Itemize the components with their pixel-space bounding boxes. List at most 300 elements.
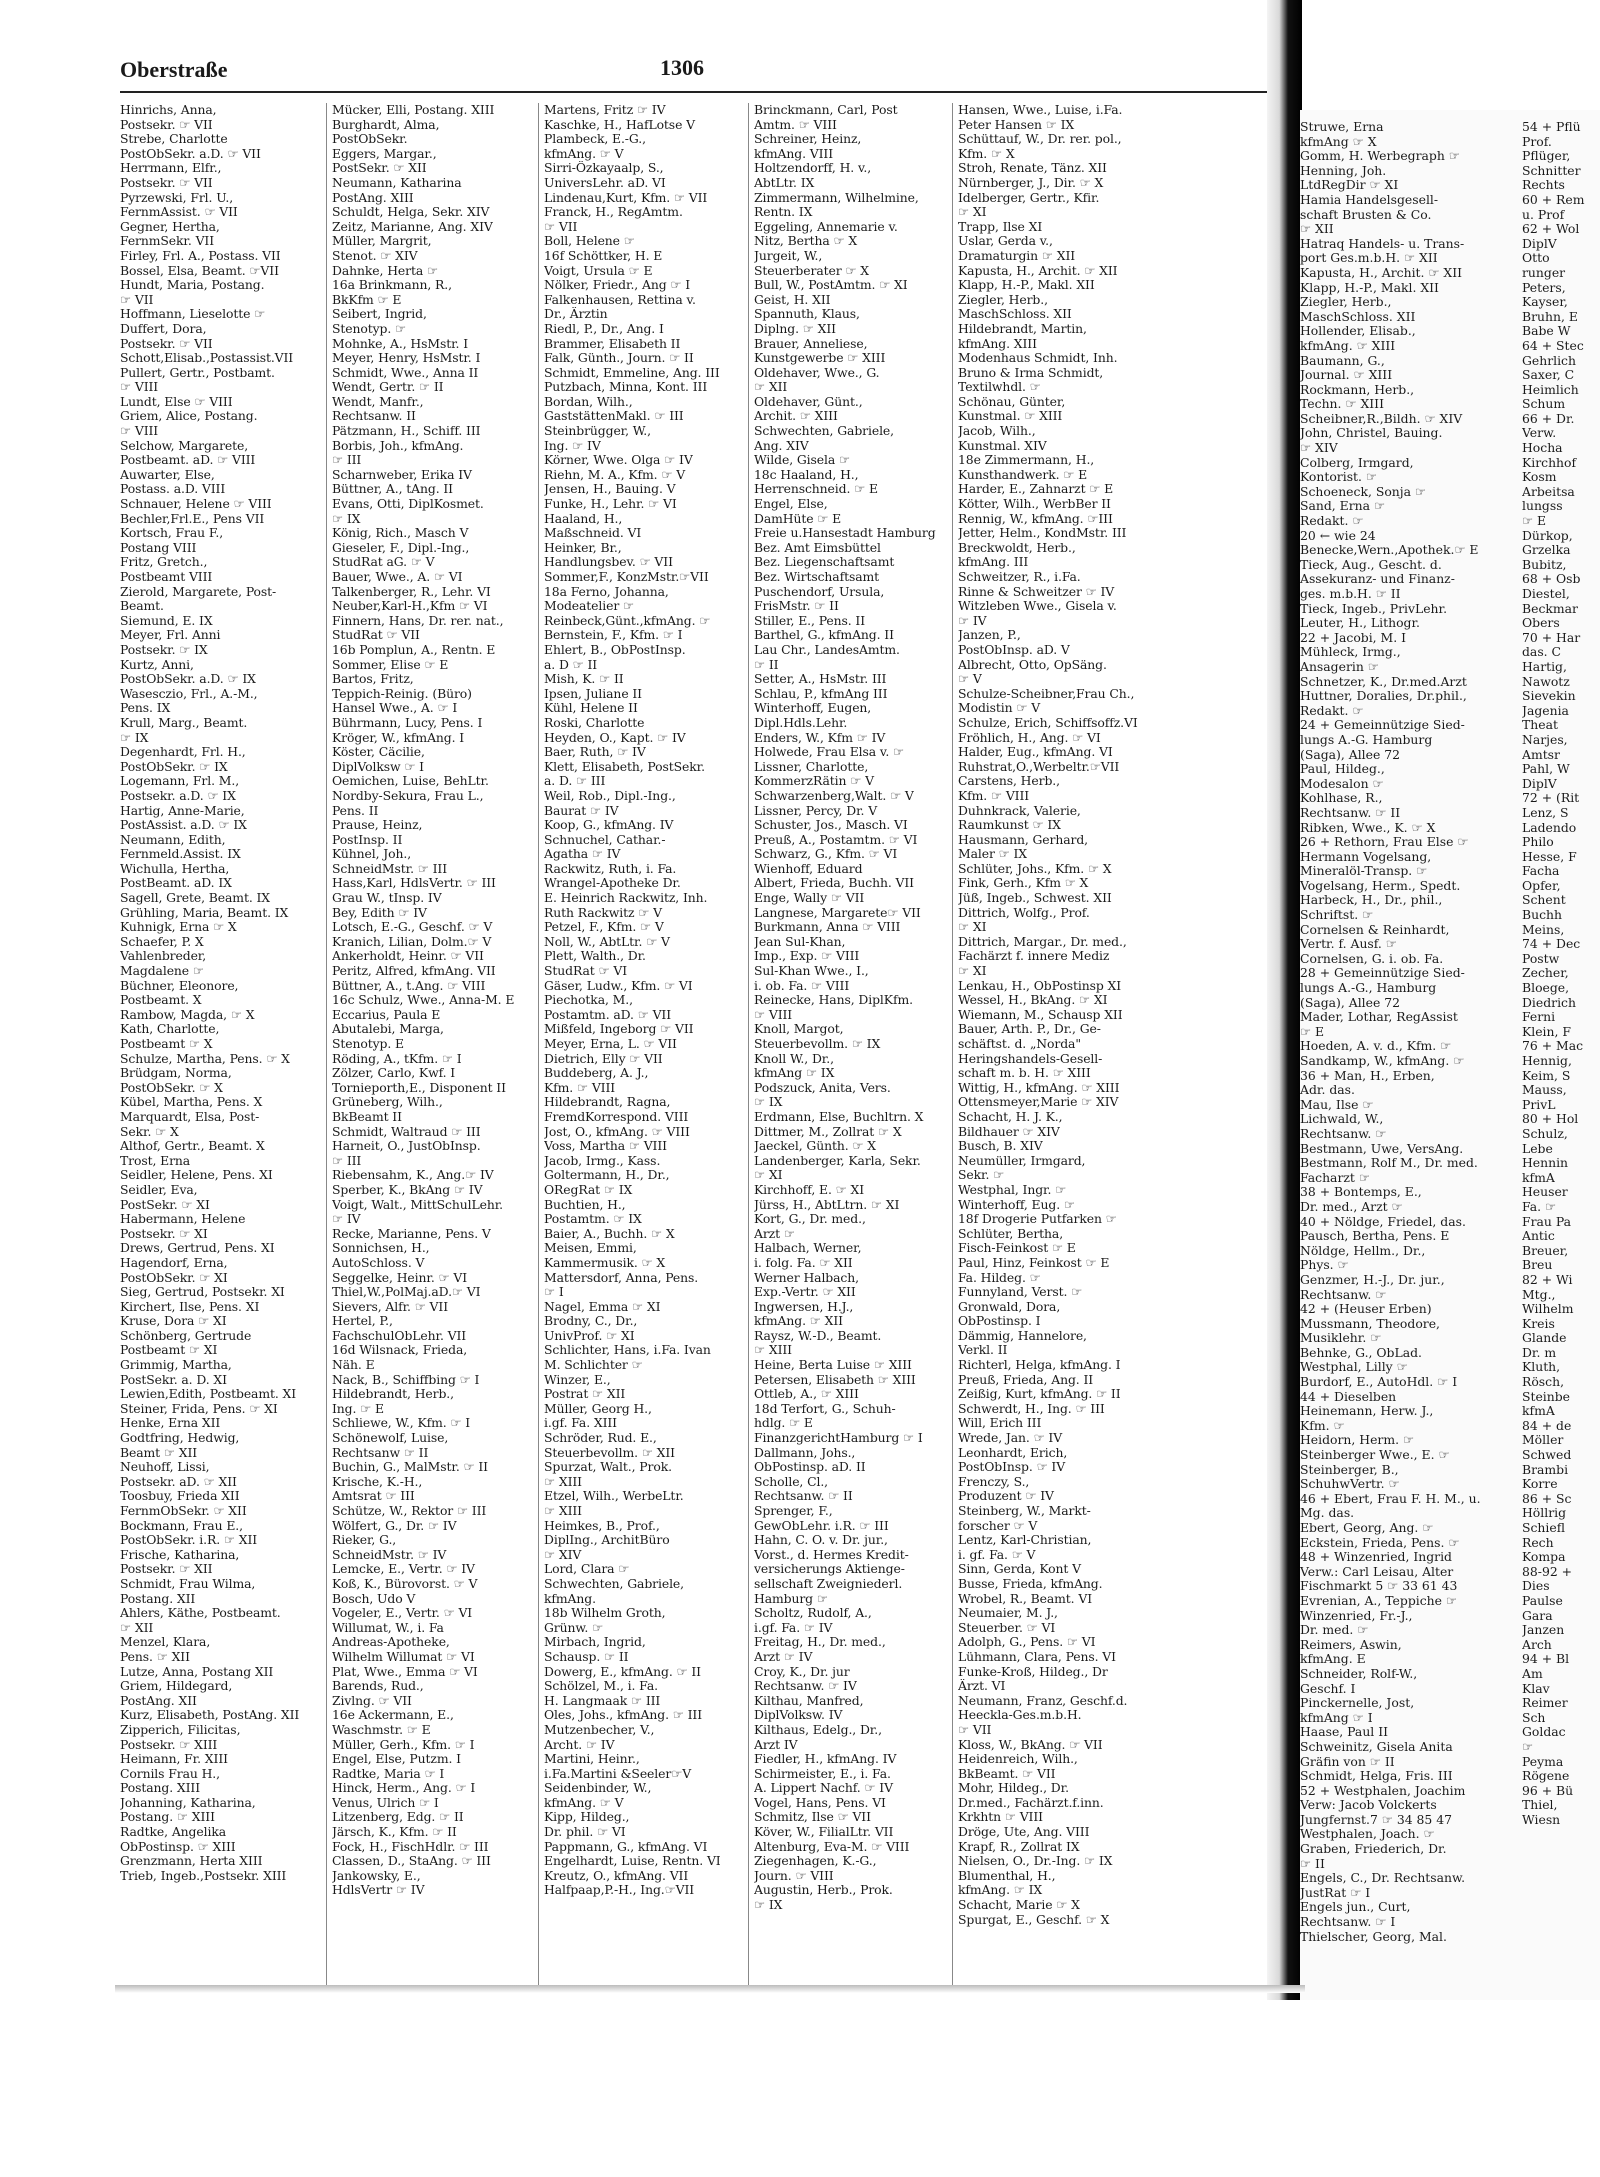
directory-entry-line: Neuber,Karl-H.,Kfm ☞ VI <box>332 599 488 614</box>
directory-entry-line: Krull, Marg., Beamt. <box>120 715 248 730</box>
directory-entry-line: Dr. phil. ☞ VI <box>544 1825 626 1840</box>
directory-entry-line: ☞ III <box>332 453 362 468</box>
directory-entry-line: Kunsthandwerk. ☞ E <box>958 467 1088 482</box>
directory-entry-line: Postsekr. ☞ IX <box>120 642 208 657</box>
directory-entry-line: Wilhelm <box>1522 1302 1574 1317</box>
directory-entry-line: Ing. ☞ E <box>332 1401 384 1416</box>
directory-entry-line: Barthel, G., kfmAng. II <box>754 628 894 643</box>
directory-entry-line: Postamtm. aD. ☞ VII <box>544 1007 672 1022</box>
directory-entry-line: Postang. XIII <box>120 1781 201 1796</box>
directory-entry-line: Richterl, Helga, kfmAng. I <box>958 1358 1121 1373</box>
directory-entry-line: Bossel, Elsa, Beamt. ☞VII <box>120 263 279 278</box>
directory-entry-line: Gomm, H. Werbegraph ☞ <box>1300 149 1460 164</box>
directory-entry-line: Schütze, W., Rektor ☞ III <box>332 1504 487 1518</box>
directory-entry-line: Rechtsanw ☞ II <box>332 1445 429 1460</box>
directory-entry-line: Körner, Wwe. Olga ☞ IV <box>544 453 693 468</box>
directory-entry-line: Plett, Walth., Dr. <box>544 949 646 964</box>
directory-entry-line: Kunstgewerbe ☞ XIII <box>754 351 886 366</box>
directory-entry-line: Saxer, C <box>1522 368 1575 383</box>
directory-entry-line: ☞ E <box>1300 1024 1325 1039</box>
directory-entry-line: Modistin ☞ V <box>958 701 1041 716</box>
directory-entry-line: Ankerholdt, Heinr. ☞ VII <box>332 949 484 964</box>
directory-entry-line: Modenhaus Schmidt, Inh. <box>958 351 1118 366</box>
directory-entry-line: Amtsr <box>1522 747 1560 762</box>
directory-entry-line: Buchtien, H., <box>544 1197 626 1212</box>
directory-entry-line: Müller, Gerh., Kfm. ☞ I <box>332 1737 475 1752</box>
directory-entry-line: Steinberger Wwe., E. ☞ <box>1300 1448 1450 1463</box>
directory-entry-line: Jürss, H., AbtLtrn. ☞ XI <box>754 1197 900 1212</box>
directory-entry-line: Bechler,Frl.E., Pens VII <box>120 511 265 526</box>
directory-entry-line: ☞ VIII <box>754 1007 793 1022</box>
directory-entry-line: Bockmann, Frau E., <box>120 1518 243 1533</box>
directory-entry-line: 96 + Bü <box>1522 1783 1574 1798</box>
directory-entry-line: 24 + Gemeinnützige Sied- <box>1300 718 1465 733</box>
directory-entry-line: Oldehaver, Wwe., G. <box>754 365 880 380</box>
directory-entry-line: Paul, Hildeg., <box>1300 762 1385 777</box>
directory-entry-line: Rentn. IX <box>754 205 813 220</box>
directory-entry-line: kfmAng. ☞ V <box>544 146 624 161</box>
directory-entry-line: Antic <box>1522 1229 1555 1244</box>
directory-entry-line: Litzenberg, Edg. ☞ II <box>332 1810 464 1825</box>
directory-entry-line: Kreis <box>1522 1316 1555 1331</box>
directory-entry-line: Burkmann, Anna ☞ VIII <box>754 920 901 935</box>
directory-entry-line: Lemcke, E., Vertr. ☞ IV <box>332 1562 475 1577</box>
directory-entry-line: FernmObSekr. ☞ XII <box>120 1504 247 1518</box>
column-5 <box>958 103 1163 1927</box>
directory-entry-line: ☞ XI <box>754 1168 783 1183</box>
directory-entry-line: 72 + (Rit <box>1522 791 1580 806</box>
directory-entry-line: Ahlers, Käthe, Postbeamt. <box>120 1606 281 1621</box>
directory-entry-line: Struwe, Erna <box>1300 120 1384 134</box>
directory-entry-line: H. Langmaak ☞ III <box>544 1693 661 1708</box>
directory-entry-line: Radtke, Maria ☞ I <box>332 1766 445 1781</box>
directory-entry-line: Funke, H., Lehr. ☞ VI <box>544 497 677 512</box>
directory-entry-line: Hollender, Elisab., <box>1300 324 1416 339</box>
directory-entry-line: Tornieporth,E., Disponent II <box>332 1080 506 1095</box>
directory-entry-line: Steuerbevollm. ☞ IX <box>754 1037 881 1051</box>
directory-entry-line: Puschendorf, Ursula, <box>754 584 885 599</box>
directory-entry-line: Postsekr. aD. ☞ XII <box>120 1474 237 1489</box>
directory-entry-line: Roski, Charlotte <box>544 715 645 730</box>
directory-entry-line: FinanzgerichtHamburg ☞ I <box>754 1431 923 1446</box>
directory-entry-line: Kruse, Dora ☞ XI <box>120 1314 227 1329</box>
directory-entry-line: Rechtsanw. II <box>332 409 416 424</box>
directory-entry-line: Hamia Handelsgesell- <box>1300 192 1439 207</box>
directory-entry-line: Werner Halbach, <box>754 1270 859 1285</box>
directory-entry-line: Sinn, Gerda, Kont V <box>958 1562 1081 1577</box>
directory-entry-line: Sch <box>1522 1710 1546 1725</box>
directory-entry-line: Postsekr. ☞ VII <box>120 117 213 132</box>
directory-entry-line: Funke-Kroß, Hildeg., Dr <box>958 1664 1108 1679</box>
directory-entry-line: Engel, Else, <box>754 497 828 512</box>
directory-entry-line: Kfm. ☞ VIII <box>958 788 1030 803</box>
directory-entry-line: Westphalen, Joach. ☞ <box>1300 1827 1435 1842</box>
directory-entry-line: Gara <box>1522 1608 1553 1623</box>
directory-entry-line: Brüdgam, Norma, <box>120 1066 232 1081</box>
directory-entry-line: Brinckmann, Carl, Post <box>754 103 898 117</box>
directory-entry-line: Postsekr. ☞ XII <box>120 1562 213 1577</box>
directory-entry-line: Eccarius, Paula E <box>332 1007 441 1022</box>
directory-entry-line: Griem, Alice, Postang. <box>120 409 258 424</box>
directory-entry-line: Seggelke, Heinr. ☞ VI <box>332 1270 468 1285</box>
directory-entry-line: Techn. ☞ XIII <box>1300 397 1384 412</box>
directory-entry-line: Piechotka, M., <box>544 993 633 1008</box>
directory-entry-line: Höllrig <box>1522 1506 1567 1521</box>
directory-entry-line: sellschaft Zweigniederl. <box>754 1576 903 1591</box>
directory-entry-line: Henke, Erna XII <box>120 1416 221 1431</box>
directory-entry-line: Hocha <box>1522 441 1563 456</box>
directory-entry-line: Jean Sul-Khan, <box>754 934 846 949</box>
directory-entry-line: Kaschke, H., HafLotse V <box>544 117 695 132</box>
directory-entry-line: Kranich, Lilian, Dolm.☞ V <box>332 934 492 949</box>
directory-entry-line: ☞ XIII <box>544 1504 582 1518</box>
directory-entry-line: Bauer, Wwe., A. ☞ VI <box>332 570 463 584</box>
directory-entry-line: Bordan, Wilh., <box>544 394 633 409</box>
directory-entry-line: Pappmann, G., kfmAng. VI <box>544 1839 708 1854</box>
directory-entry-line: Schulze, Martha, Pens. ☞ X <box>120 1051 290 1066</box>
directory-entry-line: Frenczy, S., <box>958 1474 1030 1489</box>
directory-entry-line: Ottleb, A., ☞ XIII <box>754 1387 859 1402</box>
directory-entry-line: ☞ I <box>544 1285 564 1300</box>
directory-entry-line: Dröge, Ute, Ang. VIII <box>958 1825 1090 1840</box>
directory-entry-line: BkKfm ☞ E <box>332 292 402 307</box>
facing-column-2 <box>1522 120 1600 1827</box>
directory-entry-line: Postbeamt ☞ X <box>120 1037 213 1051</box>
directory-entry-line: Schoeneck, Sonja ☞ <box>1300 484 1427 499</box>
directory-entry-line: ☞ IX <box>332 511 361 526</box>
directory-entry-line: Franck, H., RegAmtm. <box>544 205 683 220</box>
directory-entry-line: Mücker, Elli, Postang. XIII <box>332 103 495 117</box>
directory-entry-line: Jagenia <box>1522 703 1569 718</box>
directory-entry-line: 16b Pomplun, A., Rentn. E <box>332 642 496 657</box>
directory-entry-line: Dies <box>1522 1579 1550 1594</box>
directory-entry-line: Möller <box>1522 1433 1564 1448</box>
directory-entry-line: Schum <box>1522 397 1566 412</box>
directory-entry-line: Schacht, H. J. K., <box>958 1109 1063 1124</box>
directory-entry-line: Cornils Frau H., <box>120 1766 220 1781</box>
directory-entry-line: Dr. med. ☞ <box>1300 1623 1369 1638</box>
directory-entry-line: Schönewolf, Luise, <box>332 1431 449 1446</box>
directory-entry-line: Ziegler, Herb., <box>1300 295 1392 310</box>
directory-entry-line: Dr., Ärztin <box>544 307 608 322</box>
directory-entry-line: Heimann, Fr. XIII <box>120 1752 228 1767</box>
directory-entry-line: Wittig, H., kfmAng. ☞ XIII <box>958 1080 1120 1095</box>
directory-entry-line: Schwed <box>1522 1448 1572 1463</box>
directory-entry-line: Harbeck, H., Dr., phil., <box>1300 893 1443 908</box>
directory-entry-line: M. Schlichter ☞ <box>544 1358 643 1373</box>
directory-entry-line: u. Prof <box>1522 207 1565 222</box>
directory-entry-line: Pätzmann, H., Schiff. III <box>332 424 481 439</box>
directory-entry-line: Rechtsanw. ☞ II <box>1300 805 1401 820</box>
directory-entry-line: Stenotyp. E <box>332 1037 404 1051</box>
directory-entry-line: 28 + Gemeinnützige Sied- <box>1300 966 1465 981</box>
directory-entry-line: FachschulObLehr. VII <box>332 1328 467 1343</box>
directory-entry-line: kfmAng. ☞ XII <box>754 1314 843 1329</box>
directory-entry-line: Bauer, Arth. P., Dr., Ge- <box>958 1022 1101 1037</box>
directory-entry-line: 68 + Osb <box>1522 572 1581 587</box>
directory-entry-line: Heuser <box>1522 1185 1568 1200</box>
directory-entry-line: Peter Hansen ☞ IX <box>958 117 1075 132</box>
directory-entry-line: ☞ VIII <box>120 380 159 395</box>
directory-entry-line: Enders, W., Kfm ☞ IV <box>754 730 886 745</box>
directory-entry-line: Althof, Gertr., Beamt. X <box>120 1139 265 1154</box>
directory-entry-line: Jurgeit, W., <box>754 248 823 263</box>
directory-entry-line: Kuhnigk, Erna ☞ X <box>120 920 237 935</box>
directory-entry-line: Halder, Eug., kfmAng. VI <box>958 745 1113 760</box>
directory-entry-line: Frische, Katharina, <box>120 1547 240 1562</box>
directory-entry-line: Imp., Exp. ☞ VIII <box>754 949 860 964</box>
directory-entry-line: 76 + Mac <box>1522 1039 1584 1054</box>
directory-entry-line: DiplV <box>1522 236 1557 251</box>
directory-entry-line: Arch <box>1522 1637 1552 1652</box>
directory-entry-line: 16f Schöttker, H. E <box>544 248 663 263</box>
directory-entry-line: Kunstmal. ☞ XIII <box>958 409 1063 424</box>
directory-entry-line: PostObInsp. aD. V <box>958 642 1070 657</box>
directory-entry-line: Zipperich, Filicitas, <box>120 1722 241 1737</box>
directory-entry-line: Plambeck, E.-G., <box>544 132 646 147</box>
directory-entry-line: Lenkau, H., ObPostinsp XI <box>958 978 1122 993</box>
directory-entry-line: FernmAssist. ☞ VII <box>120 205 238 220</box>
directory-entry-line: Zecher, <box>1522 966 1569 981</box>
directory-entry-line: Johanning, Katharina, <box>120 1795 256 1810</box>
directory-entry-line: Schwerdt, H., Ing. ☞ III <box>958 1401 1105 1416</box>
directory-entry-line: kfmAng ☞ X <box>1300 134 1377 149</box>
directory-entry-line: Krische, K.-H., <box>332 1474 423 1489</box>
directory-entry-line: Ziegenhagen, K.-G., <box>754 1854 877 1869</box>
directory-entry-line: Winzer, E., <box>544 1372 611 1387</box>
directory-entry-line: kfmAng. ☞ V <box>544 1795 624 1810</box>
directory-entry-line: forscher ☞ V <box>958 1518 1038 1533</box>
directory-entry-line: Fachärzt f. innere Mediz <box>958 949 1110 964</box>
directory-entry-line: Diedrich <box>1522 995 1576 1010</box>
directory-entry-line: Gäser, Ludw., Kfm. ☞ VI <box>544 978 693 993</box>
directory-entry-line: Kompa <box>1522 1550 1566 1565</box>
directory-entry-line: Arbeitsa <box>1522 484 1575 499</box>
directory-entry-line: Schmitz, Ilse ☞ VII <box>754 1810 871 1825</box>
directory-entry-line: Zimmermann, Wilhelmine, <box>754 190 919 205</box>
directory-entry-line: Teppich-Reinig. (Büro) <box>332 686 472 701</box>
directory-entry-line: Boll, Helene ☞ <box>544 234 635 249</box>
directory-entry-line: Lissner, Percy, Dr. V <box>754 803 878 818</box>
directory-entry-line: Postbeamt VIII <box>120 570 213 584</box>
directory-entry-line: Seidler, Eva, <box>120 1182 198 1197</box>
directory-entry-line: Wasesczio, Frl., A.-M., <box>120 686 258 701</box>
directory-entry-line: Schweitzer, R., i.Fa. <box>958 570 1081 584</box>
directory-entry-line: Bernstein, F., Kfm. ☞ I <box>544 628 683 643</box>
directory-entry-line: ☞ E <box>1522 514 1547 529</box>
directory-entry-line: 16c Schulz, Wwe., Anna-M. E <box>332 993 515 1008</box>
directory-entry-line: Gräfin von ☞ II <box>1300 1754 1395 1769</box>
directory-entry-line: Voigt, Ursula ☞ E <box>544 263 653 278</box>
directory-entry-line: Borbis, Joh., kfmAng. <box>332 438 464 453</box>
directory-entry-line: PostObSekr. <box>332 132 408 147</box>
directory-entry-line: Amtm. ☞ VIII <box>754 117 837 132</box>
directory-entry-line: Verw.: Carl Leisau, Alter <box>1300 1564 1454 1579</box>
directory-entry-line: Nagel, Emma ☞ XI <box>544 1299 661 1314</box>
directory-entry-line: Scholtz, Rudolf, A., <box>754 1606 872 1621</box>
directory-entry-line: schaft m. b. H. ☞ XIII <box>958 1066 1091 1081</box>
directory-entry-line: Altenburg, Eva-M. ☞ VIII <box>754 1839 910 1854</box>
directory-entry-line: Oldehaver, Günt., <box>754 394 863 409</box>
directory-entry-line: Bosch, Udo V <box>332 1591 416 1606</box>
directory-entry-line: ☞ II <box>1300 1856 1325 1871</box>
directory-entry-line: Redakt. ☞ <box>1300 703 1364 718</box>
directory-entry-line: Postsekr. a.D. ☞ IX <box>120 788 236 803</box>
directory-entry-line: Kühnel, Joh., <box>332 847 412 862</box>
directory-entry-line: kfmAng. XIII <box>958 336 1037 351</box>
directory-entry-line: Gegner, Hertha, <box>120 219 220 234</box>
directory-entry-line: Koop, G., kfmAng. IV <box>544 818 674 833</box>
directory-entry-line: Grau W., tInsp. IV <box>332 891 442 906</box>
directory-entry-line: Degenhardt, Frl. H., <box>120 745 246 760</box>
directory-entry-line: Neumann, Franz, Geschf.d. <box>958 1693 1128 1708</box>
directory-entry-line: Hartig, Anne-Marie, <box>120 803 245 818</box>
directory-entry-line: Zierold, Margarete, Post- <box>120 584 277 599</box>
directory-entry-line: Heyden, O., Kapt. ☞ IV <box>544 730 686 745</box>
directory-entry-line: PostAng. XII <box>120 1693 197 1708</box>
directory-entry-line: Postsekr. ☞ XI <box>120 1226 208 1241</box>
directory-entry-line: Steinbrügger, W., <box>544 424 651 439</box>
directory-entry-line: Toosbuy, Frieda XII <box>120 1489 240 1504</box>
directory-entry-line: Steuerber. ☞ VI <box>958 1620 1056 1635</box>
directory-entry-line: Dürkop, <box>1522 528 1573 543</box>
directory-entry-line: PostObSekr. ☞ IX <box>120 759 228 774</box>
directory-entry-line: Kirchhoff, E. ☞ XI <box>754 1182 864 1197</box>
directory-entry-line: Dallmann, Johs., <box>754 1445 856 1460</box>
directory-entry-line: Nawotz <box>1522 674 1570 689</box>
directory-entry-line: Geist, H. XII <box>754 292 831 307</box>
directory-entry-line: König, Rich., Masch V <box>332 526 469 541</box>
directory-entry-line: Nölker, Friedr., Ang ☞ I <box>544 278 691 293</box>
directory-entry-line: Fink, Gerh., Kfm ☞ X <box>958 876 1089 891</box>
directory-entry-line: Pflüger, <box>1522 149 1571 164</box>
directory-entry-line: Fischmarkt 5 ☞ 33 61 43 <box>1300 1579 1458 1594</box>
directory-entry-line: Steuerbevollm. ☞ XII <box>544 1445 675 1460</box>
directory-entry-line: Dittrich, Margar., Dr. med., <box>958 934 1127 949</box>
directory-entry-line: Postrat ☞ XII <box>544 1387 626 1402</box>
directory-entry-line: Lau Chr., LandesAmtm. <box>754 642 900 657</box>
directory-entry-line: Lichwald, W., <box>1300 1112 1384 1127</box>
directory-entry-line: ☞ XII <box>1300 222 1334 237</box>
directory-entry-line: Thiel,W.,PolMaj.aD.☞ VI <box>332 1285 481 1300</box>
directory-entry-line: Bildhauer ☞ XIV <box>958 1124 1060 1139</box>
directory-entry-line: Archit. ☞ XIII <box>754 409 838 424</box>
directory-entry-line: Arzt IV <box>754 1737 798 1752</box>
directory-entry-line: Produzent ☞ IV <box>958 1489 1054 1504</box>
directory-entry-line: Leonhardt, Erich, <box>958 1445 1068 1460</box>
directory-entry-line: Hildebrandt, Martin, <box>958 321 1087 336</box>
directory-entry-line: Witzleben Wwe., Gisela v. <box>958 599 1117 614</box>
directory-entry-line: Hinck, Herm., Ang. ☞ I <box>332 1781 476 1796</box>
directory-entry-line: Beckmar <box>1522 601 1578 616</box>
directory-entry-line: Wichulla, Hertha, <box>120 861 230 876</box>
directory-entry-line: MaschSchloss. XII <box>958 307 1072 322</box>
directory-entry-line: Wrobel, R., Beamt. VI <box>958 1591 1092 1606</box>
directory-entry-line: Pens. IX <box>120 701 171 716</box>
directory-entry-line: Schreiner, Heinz, <box>754 132 862 147</box>
directory-entry-line: Rechtsanw. ☞ I <box>1300 1915 1396 1930</box>
directory-entry-line: E. Heinrich Rackwitz, Inh. <box>544 891 708 906</box>
directory-entry-line: Peyma <box>1522 1754 1564 1769</box>
directory-entry-line: Krapf, R., Zollrat IX <box>958 1839 1080 1854</box>
directory-entry-line: Mohnke, A., HsMstr. I <box>332 336 469 351</box>
directory-entry-line: Spurzat, Walt., Prok. <box>544 1460 672 1475</box>
directory-entry-line: hdlg. ☞ E <box>754 1416 813 1431</box>
directory-entry-line: Schwarzenberg,Walt. ☞ V <box>754 788 914 803</box>
directory-entry-line: Knoll W., Dr., <box>754 1051 834 1066</box>
directory-entry-line: Voigt, Walt., MittSchulLehr. <box>332 1197 504 1212</box>
directory-entry-line: Ruth Rackwitz ☞ V <box>544 905 662 920</box>
directory-entry-line: Carstens, Herb., <box>958 774 1060 789</box>
directory-entry-line: Schweinitz, Gisela Anita <box>1300 1739 1453 1754</box>
directory-entry-line: Rambow, Magda, ☞ X <box>120 1007 255 1022</box>
directory-entry-line: Raysz, W.-D., Beamt. <box>754 1328 882 1343</box>
directory-entry-line: Kosm <box>1522 470 1557 485</box>
directory-entry-line: Etzel, Wilh., WerbeLtr. <box>544 1489 684 1504</box>
directory-entry-line: Herrmann, Elfr., <box>120 161 222 176</box>
directory-entry-line: Sperber, K., BkAng ☞ IV <box>332 1182 483 1197</box>
directory-entry-line: HdlsVertr ☞ IV <box>332 1883 425 1898</box>
directory-entry-line: Schnitter <box>1522 163 1581 178</box>
directory-entry-line: Ebert, Georg, Ang. ☞ <box>1300 1521 1434 1535</box>
directory-entry-line: 60 + Rem <box>1522 192 1585 207</box>
directory-entry-line: Setter, A., HsMstr. III <box>754 672 887 687</box>
directory-page <box>120 55 1300 2000</box>
directory-entry-line: ☞ XI <box>958 920 987 935</box>
directory-entry-line: Bloege, <box>1522 981 1570 996</box>
directory-entry-line: Baumann, G., <box>1300 353 1385 368</box>
directory-entry-line: Adolph, G., Pens. ☞ VI <box>958 1635 1096 1650</box>
directory-entry-line: Brammer, Elisabeth II <box>544 336 681 351</box>
directory-entry-line: Prause, Heinz, <box>332 818 423 833</box>
directory-entry-line: Journal. ☞ XIII <box>1300 368 1393 383</box>
directory-entry-line: 42 + (Heuser Erben) <box>1300 1302 1432 1317</box>
directory-entry-line: 26 + Rethorn, Frau Else ☞ <box>1300 835 1469 850</box>
directory-entry-line: kfmAng. III <box>958 555 1029 570</box>
directory-entry-line: Jensen, H., Bauing. V <box>544 482 676 497</box>
directory-entry-line: Magdalene ☞ <box>120 964 204 979</box>
directory-entry-line: (Saga), Allee 72 <box>1300 747 1400 762</box>
directory-entry-line: PostObSekr. ☞ XI <box>120 1270 228 1285</box>
directory-entry-line: Babe W <box>1522 324 1571 339</box>
directory-entry-line: Auwarter, Else, <box>120 467 215 482</box>
directory-entry-line: Schnetzer, K., Dr.med.Arzt <box>1300 674 1467 689</box>
directory-entry-line: Halfpaap,P.-H., Ing.☞VII <box>544 1883 695 1898</box>
directory-entry-line: Engels, C., Dr. Rechtsanw. <box>1300 1871 1466 1886</box>
directory-entry-line: Facharzt ☞ <box>1300 1170 1370 1185</box>
directory-entry-line: Rechtsanw. ☞ IV <box>754 1679 857 1694</box>
directory-entry-line: Lewien,Edith, Postbeamt. XI <box>120 1387 297 1402</box>
directory-entry-line: kfmA <box>1522 1170 1555 1185</box>
directory-entry-line: Grühling, Maria, Beamt. IX <box>120 905 289 920</box>
directory-entry-line: PostInsp. II <box>332 832 403 847</box>
facing-column-1 <box>1300 120 1510 1944</box>
directory-entry-line: Brauer, Anneliese, <box>754 336 868 351</box>
column-divider <box>952 103 953 1993</box>
directory-entry-line: Jankowsky, E., <box>332 1868 421 1883</box>
directory-entry-line: Schmidt, Frau Wilma, <box>120 1576 256 1591</box>
directory-entry-line: Kröger, W., kfmAng. I <box>332 730 465 745</box>
directory-entry-line: Verw. <box>1522 426 1557 441</box>
directory-entry-line: Fritz, Gretch., <box>120 555 208 570</box>
directory-entry-line: 40 + Nöldge, Friedel, das. <box>1300 1214 1466 1229</box>
directory-entry-line: Neumüller, Irmgard, <box>958 1153 1086 1168</box>
directory-entry-line: AutoSchloss. V <box>332 1255 425 1270</box>
directory-entry-line: MaschSchloss. XII <box>1300 309 1416 324</box>
directory-entry-line: Postass. a.D. VIII <box>120 482 226 497</box>
column-1 <box>120 103 320 1883</box>
directory-entry-line: PostSekr. a. D. XI <box>120 1372 227 1387</box>
